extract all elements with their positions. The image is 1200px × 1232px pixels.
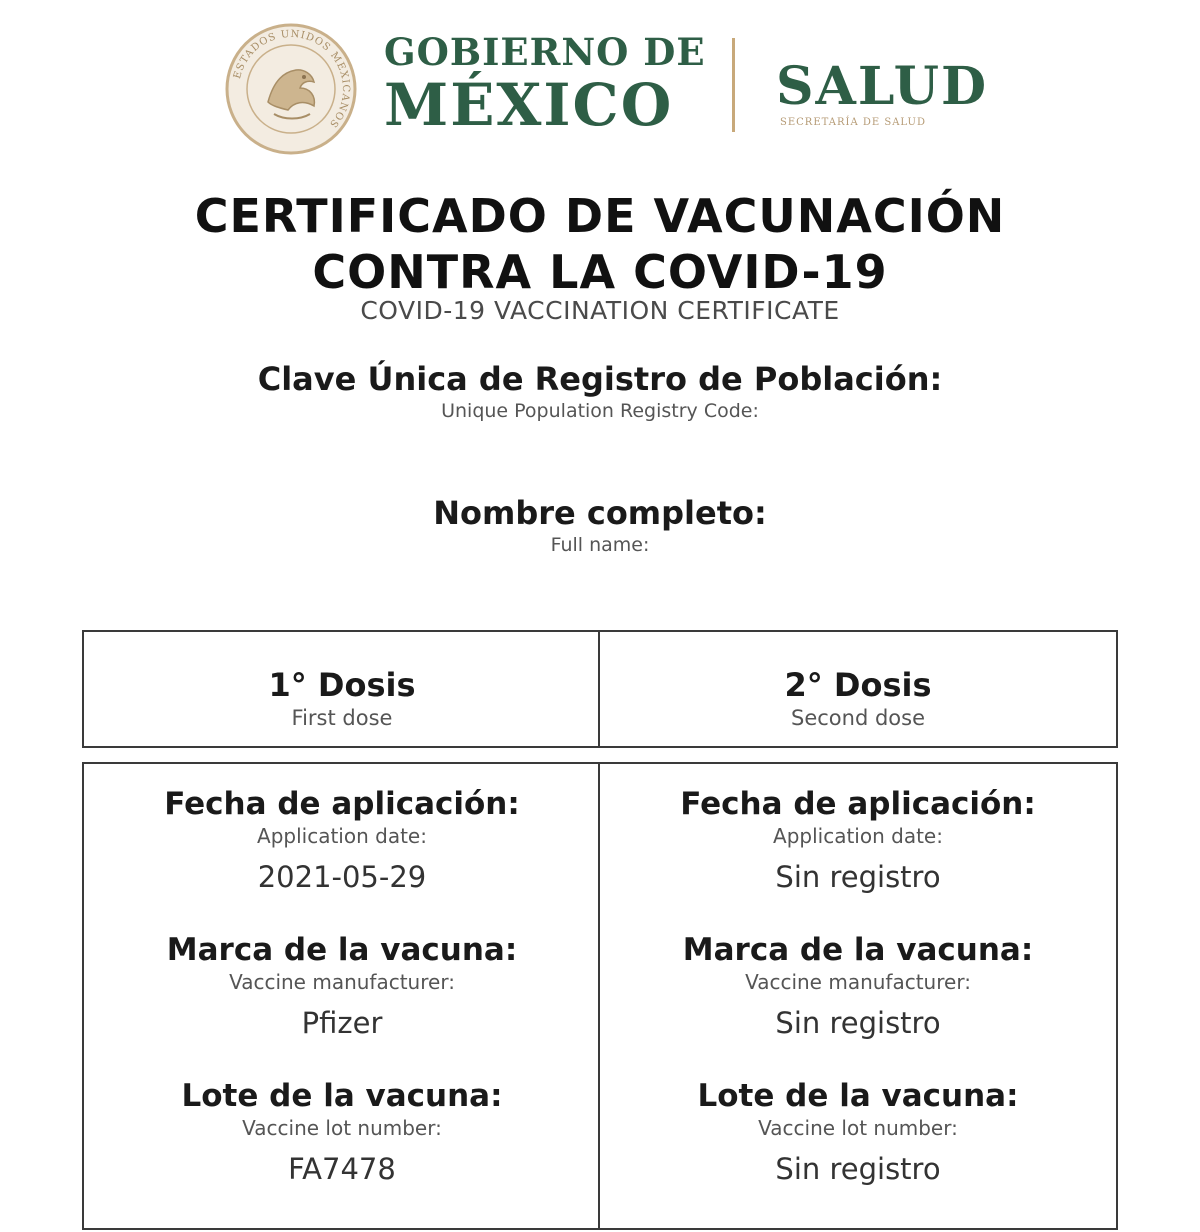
full-name-label: Nombre completo:	[433, 494, 767, 532]
first-dose-lot-label-en: Vaccine lot number:	[242, 1116, 442, 1140]
curp-label-en: Unique Population Registry Code:	[441, 400, 759, 422]
certificate-subtitle: COVID-19 VACCINATION CERTIFICATE	[360, 296, 840, 325]
first-dose-date-label-en: Application date:	[257, 824, 427, 848]
gobierno-line2: MÉXICO	[384, 71, 674, 139]
first-dose-title: 1° Dosis	[268, 666, 416, 704]
second-dose-lot-label-en: Vaccine lot number:	[758, 1116, 958, 1140]
second-dose-details	[598, 764, 1116, 1228]
first-dose-date-value: 2021-05-29	[257, 860, 427, 894]
second-dose-brand-value: Sin registro	[775, 1006, 941, 1040]
certificate-title-line1: CERTIFICADO DE VACUNACIÓN	[194, 189, 1006, 243]
second-dose-date-value: Sin registro	[775, 860, 941, 894]
salud-logo	[776, 58, 988, 130]
header-divider	[732, 38, 735, 132]
first-dose-brand-label: Marca de la vacuna:	[166, 932, 518, 968]
svg-text:ESTADOS UNIDOS MEXICANOS: ESTADOS UNIDOS MEXICANOS	[232, 28, 352, 130]
second-dose-lot-label: Lote de la vacuna:	[697, 1078, 1019, 1114]
certificate-title-line2: CONTRA LA COVID-19	[312, 245, 888, 299]
first-dose-date-label: Fecha de aplicación:	[164, 786, 520, 822]
dose-header-second	[598, 632, 1116, 746]
first-dose-lot-label: Lote de la vacuna:	[181, 1078, 503, 1114]
first-dose-brand-value: Pfizer	[301, 1006, 383, 1040]
second-dose-date-label-en: Application date:	[773, 824, 943, 848]
first-dose-subtitle: First dose	[291, 706, 393, 730]
dose-header-first	[84, 632, 600, 746]
first-dose-details	[84, 764, 600, 1228]
salud-title: SALUD	[776, 56, 989, 117]
gobierno-line1: GOBIERNO DE	[384, 30, 706, 74]
second-dose-brand-label: Marca de la vacuna:	[682, 932, 1034, 968]
first-dose-lot-value: FA7478	[288, 1152, 396, 1186]
second-dose-subtitle: Second dose	[791, 706, 925, 730]
second-dose-brand-label-en: Vaccine manufacturer:	[745, 970, 971, 994]
coat-of-arms-seal-icon	[224, 22, 358, 156]
curp-label: Clave Única de Registro de Población:	[257, 360, 943, 398]
first-dose-brand-label-en: Vaccine manufacturer:	[229, 970, 455, 994]
second-dose-title: 2° Dosis	[784, 666, 932, 704]
dose-header-table	[82, 630, 1118, 748]
second-dose-lot-value: Sin registro	[775, 1152, 941, 1186]
certificate-title	[0, 188, 1200, 300]
second-dose-date-label: Fecha de aplicación:	[680, 786, 1036, 822]
gobierno-de-mexico-logo	[384, 30, 706, 139]
salud-subtitle: SECRETARÍA DE SALUD	[780, 117, 926, 128]
full-name-label-en: Full name:	[550, 534, 650, 556]
dose-detail-table	[82, 762, 1118, 1230]
